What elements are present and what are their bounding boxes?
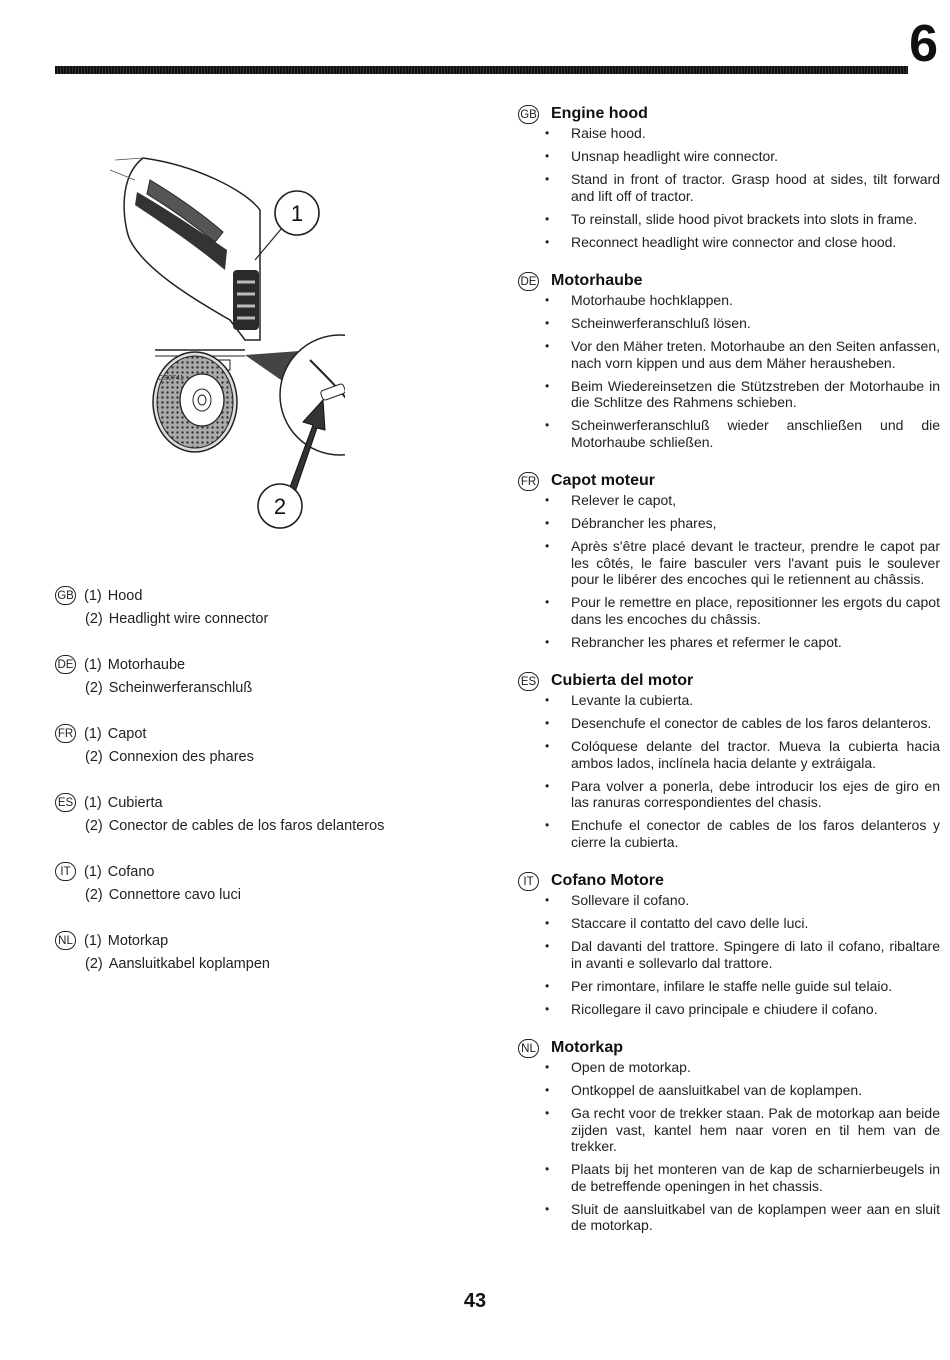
legend-text: Connexion des phares <box>108 748 254 765</box>
list-item: • Relever le capot, <box>518 492 940 509</box>
legend-number: (1) <box>84 794 102 811</box>
legend-text: Cofano <box>107 863 155 880</box>
callout-2-label: 2 <box>273 494 287 519</box>
list-item: • Raise hood. <box>518 125 940 142</box>
legend-line <box>55 584 475 607</box>
callout-1-label: 1 <box>290 201 304 226</box>
list-item: • Débrancher les phares, <box>518 515 940 532</box>
list-item: • Dal davanti del trattore. Spingere di lato il cofano, ribaltare in avanti e sollevarlo dal trattore. <box>518 938 940 971</box>
legend-text: Capot <box>107 725 147 742</box>
list-item: • Scheinwerferanschluß wieder anschließen und die Motorhaube schließen. <box>518 417 940 450</box>
section-title: Capot moteur <box>551 472 655 489</box>
legend-text: Hood <box>107 587 143 604</box>
legend-text: Motorkap <box>107 932 169 949</box>
list-item: • Unsnap headlight wire connector. <box>518 148 940 165</box>
header-rule <box>55 66 908 74</box>
list-item: • Pour le remettre en place, repositionner les ergots du capot dans les encoches du châssis. <box>518 594 940 627</box>
language-badge: DE <box>518 272 539 291</box>
legend-number: (2) <box>85 886 103 903</box>
section-title: Motorhaube <box>551 272 643 289</box>
legend-line <box>55 883 475 906</box>
list-item: • Per rimontare, infilare le staffe nelle guide sul telaio. <box>518 978 940 995</box>
list-item: • Motorhaube hochklappen. <box>518 292 940 309</box>
bullet-list <box>518 492 940 650</box>
list-item: • Vor den Mäher treten. Motorhaube an den Seiten anfassen, nach vorn kippen und aus dem Mäher herausheben. <box>518 338 940 371</box>
section-title: Cubierta del motor <box>551 672 694 689</box>
legend-text: Headlight wire connector <box>108 610 269 627</box>
language-badge: NL <box>518 1039 539 1058</box>
list-item: • Staccare il contatto del cavo delle luci. <box>518 915 940 932</box>
figure-legend <box>55 584 475 998</box>
section-title: Engine hood <box>551 105 648 122</box>
list-item: • Rebrancher les phares et refermer le capot. <box>518 634 940 651</box>
list-item: • Scheinwerferanschluß lösen. <box>518 315 940 332</box>
legend-text: Cubierta <box>107 794 163 811</box>
legend-number: (2) <box>85 817 103 834</box>
legend-group-de <box>55 653 475 699</box>
list-item: • Levante la cubierta. <box>518 692 940 709</box>
legend-line <box>55 745 475 768</box>
language-badge: GB <box>518 105 539 124</box>
language-badge: GB <box>55 586 76 605</box>
legend-group-nl <box>55 929 475 975</box>
legend-line <box>55 676 475 699</box>
page-number: 43 <box>463 1290 487 1312</box>
section-heading <box>518 670 940 692</box>
legend-group-fr <box>55 722 475 768</box>
section-title: Motorkap <box>551 1039 623 1056</box>
section-heading <box>518 1037 940 1059</box>
language-badge: FR <box>55 724 76 743</box>
bullet-list <box>518 125 940 250</box>
legend-line <box>55 607 475 630</box>
legend-line <box>55 653 475 676</box>
instructions-column <box>518 103 940 1254</box>
legend-line <box>55 791 475 814</box>
list-item: • Après s'être placé devant le tracteur, prendre le capot par les côtés, le faire basculer vers l'avant puis le soulever pour le libérer des encoches qui le retiennent au châssis. <box>518 538 940 588</box>
list-item: • Enchufe el conector de cables de los faros delanteros y cierre la cubierta. <box>518 817 940 850</box>
list-item: • Ricollegare il cavo principale e chiudere il cofano. <box>518 1001 940 1018</box>
section-heading <box>518 103 940 125</box>
legend-number: (1) <box>84 587 102 604</box>
section-title: Cofano Motore <box>551 872 664 889</box>
list-item: • Desenchufe el conector de cables de los faros delanteros. <box>518 715 940 732</box>
language-badge: IT <box>518 872 539 891</box>
legend-text: Aansluitkabel koplampen <box>108 955 270 972</box>
language-badge: FR <box>518 472 539 491</box>
legend-line <box>55 722 475 745</box>
section-nl <box>518 1037 940 1234</box>
list-item: • Para volver a ponerla, debe introducir los ejes de giro en las ranuras correspondientes del chasis. <box>518 778 940 811</box>
list-item: • Plaats bij het monteren van de kap de scharnierbeugels in de betreffende openingen in het chassis. <box>518 1161 940 1194</box>
legend-group-gb <box>55 584 475 630</box>
list-item: • Stand in front of tractor. Grasp hood at sides, tilt forward and lift off of tractor. <box>518 171 940 204</box>
list-item: • Ontkoppel de aansluitkabel van de koplampen. <box>518 1082 940 1099</box>
bullet-list <box>518 1059 940 1234</box>
list-item: • Beim Wiedereinsetzen die Stützstreben der Motorhaube in die Schlitze des Rahmens schieben. <box>518 378 940 411</box>
legend-number: (1) <box>84 863 102 880</box>
list-item: • Open de motorkap. <box>518 1059 940 1076</box>
legend-text: Motorhaube <box>107 656 186 673</box>
language-badge: IT <box>55 862 76 881</box>
figure-ref: GS0741 <box>158 375 184 382</box>
legend-line <box>55 814 475 837</box>
bullet-list <box>518 692 940 850</box>
list-item: • Sollevare il cofano. <box>518 892 940 909</box>
chapter-number: 6 <box>909 15 938 73</box>
bullet-list <box>518 892 940 1017</box>
legend-line <box>55 929 475 952</box>
section-fr <box>518 470 940 650</box>
legend-number: (2) <box>85 955 103 972</box>
section-de <box>518 270 940 450</box>
section-heading <box>518 270 940 292</box>
legend-number: (2) <box>85 679 103 696</box>
section-heading <box>518 470 940 492</box>
legend-text: Scheinwerferanschluß <box>108 679 253 696</box>
legend-number: (1) <box>84 656 102 673</box>
language-badge: ES <box>518 672 539 691</box>
section-heading <box>518 870 940 892</box>
legend-line <box>55 860 475 883</box>
legend-text: Connettore cavo luci <box>108 886 241 903</box>
tractor-hood-drawing <box>55 150 345 550</box>
list-item: • To reinstall, slide hood pivot brackets into slots in frame. <box>518 211 940 228</box>
legend-number: (1) <box>84 932 102 949</box>
legend-text: Conector de cables de los faros delanteros <box>108 817 385 834</box>
legend-group-es <box>55 791 475 837</box>
list-item: • Colóquese delante del tractor. Mueva la cubierta hacia ambos lados, inclínela hacia delante y extráigala. <box>518 738 940 771</box>
section-gb <box>518 103 940 250</box>
language-badge: DE <box>55 655 76 674</box>
legend-number: (2) <box>85 610 103 627</box>
legend-line <box>55 952 475 975</box>
legend-number: (1) <box>84 725 102 742</box>
list-item: • Ga recht voor de trekker staan. Pak de motorkap aan beide zijden vast, kantel hem naar voren en til hem van de trekker. <box>518 1105 940 1155</box>
list-item: • Reconnect headlight wire connector and close hood. <box>518 234 940 251</box>
section-it <box>518 870 940 1017</box>
list-item: • Sluit de aansluitkabel van de koplampen weer aan en sluit de motorkap. <box>518 1201 940 1234</box>
bullet-list <box>518 292 940 450</box>
language-badge: ES <box>55 793 76 812</box>
language-badge: NL <box>55 931 76 950</box>
section-es <box>518 670 940 850</box>
legend-number: (2) <box>85 748 103 765</box>
legend-group-it <box>55 860 475 906</box>
hood-illustration <box>55 150 345 550</box>
